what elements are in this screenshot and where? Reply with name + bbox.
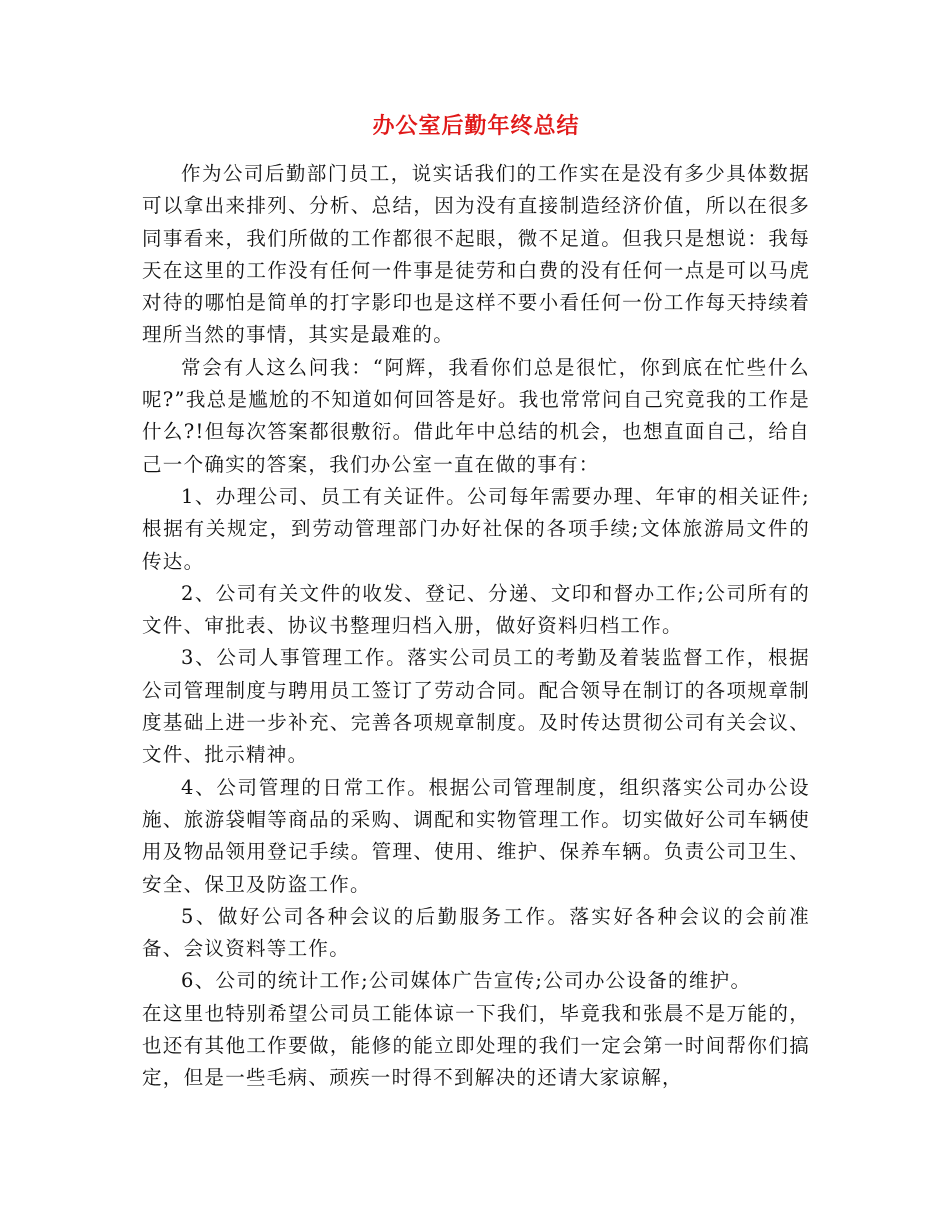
- list-item-5: 5、做好公司各种会议的后勤服务工作。落实好各种会议的会前准备、会议资料等工作。: [142, 904, 810, 961]
- list-item-2: 2、公司有关文件的收发、登记、分递、文印和督办工作;公司所有的文件、审批表、协议书整理归档入册，做好资料归档工作。: [142, 581, 810, 638]
- document-title: 办公室后勤年终总结: [372, 113, 580, 139]
- list-item-1: 1、办理公司、员工有关证件。公司每年需要办理、年审的相关证件;根据有关规定，到劳动管理部门办好社保的各项手续;文体旅游局文件的传达。: [142, 484, 810, 573]
- list-item-3: 3、公司人事管理工作。落实公司员工的考勤及着装监督工作，根据公司管理制度与聘用员工签订了劳动合同。配合领导在制订的各项规章制度基础上进一步补充、完善各项规章制度。及时传达贯彻公司有关会议、文件、批示精神。: [142, 646, 810, 767]
- list-item-6: 6、公司的统计工作;公司媒体广告宣传;公司办公设备的维护。: [181, 969, 752, 993]
- paragraph-question: 常会有人这么问我：“阿辉，我看你们总是很忙，你到底在忙些什么呢?”我总是尴尬的不知道如何回答是好。我也常常问自己究竟我的工作是什么?!但每次答案都很敷衍。借此年中总结的机会，也想直面自己，给自己一个确实的答案，我们办公室一直在做的事有：: [142, 355, 810, 476]
- paragraph-closing: 在这里也特别希望公司员工能体谅一下我们，毕竟我和张晨不是万能的，也还有其他工作要做，能修的能立即处理的我们一定会第一时间帮你们搞定，但是一些毛病、顽疾一时得不到解决的还请大家谅解，: [142, 1001, 810, 1090]
- document-page: [142, 108, 810, 1095]
- list-item-4: 4、公司管理的日常工作。根据公司管理制度，组织落实公司办公设施、旅游袋帽等商品的采购、调配和实物管理工作。切实做好公司车辆使用及物品领用登记手续。管理、使用、维护、保养车辆。负责公司卫生、安全、保卫及防盗工作。: [142, 775, 810, 896]
- paragraph-intro: 作为公司后勤部门员工，说实话我们的工作实在是没有多少具体数据可以拿出来排列、分析、总结，因为没有直接制造经济价值，所以在很多同事看来，我们所做的工作都很不起眼，微不足道。但我只是想说：我每天在这里的工作没有任何一件事是徒劳和白费的没有任何一点是可以马虎对待的哪怕是简单的打字影印也是这样不要小看任何一份工作每天持续着理所当然的事情，其实是最难的。: [142, 162, 810, 347]
